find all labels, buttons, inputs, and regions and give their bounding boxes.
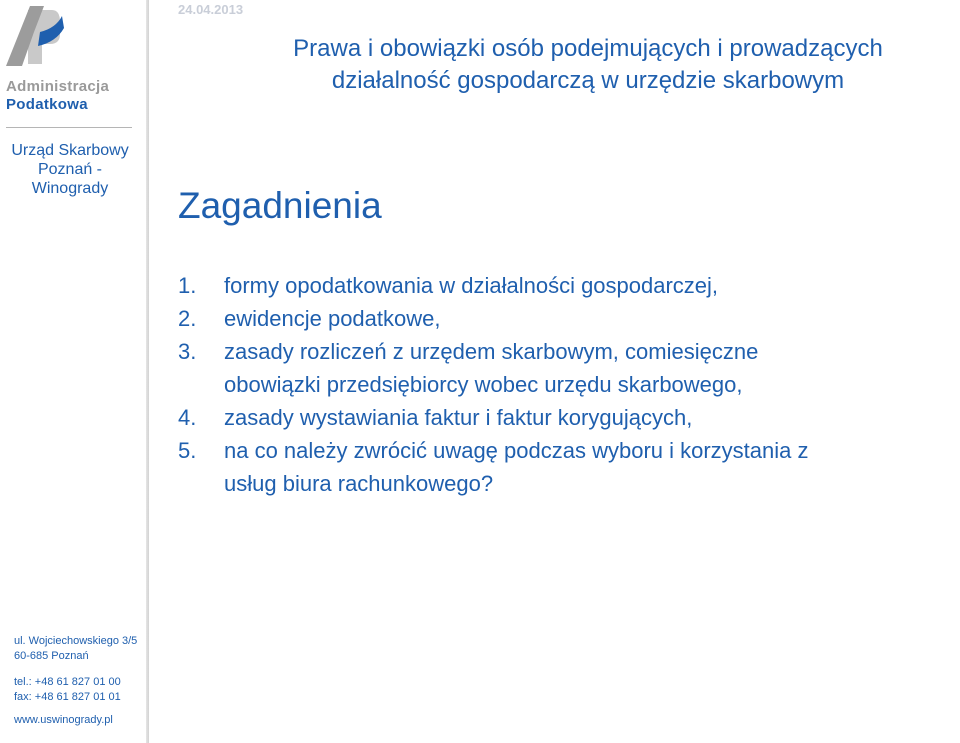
contact-street: ul. Wojciechowskiego 3/5 <box>14 635 138 647</box>
slide-title <box>218 33 958 97</box>
list-item-text: formy opodatkowania w działalności gospodarczej, <box>224 273 719 298</box>
office-name <box>0 141 140 198</box>
list-item-text: ewidencje podatkowe, <box>224 306 441 331</box>
contact-city: 60-685 Poznań <box>14 650 89 662</box>
contact-fax: fax: +48 61 827 01 01 <box>14 691 121 703</box>
contact-tel: tel.: +48 61 827 01 00 <box>14 676 121 688</box>
list-item-text: usług biura rachunkowego? <box>224 471 494 496</box>
logo-divider <box>6 127 132 128</box>
logo-text-administracja: Administracja <box>6 78 110 95</box>
office-line: Winogrady <box>31 180 109 197</box>
list-item <box>178 434 960 500</box>
list-item-number: 3. <box>178 339 197 364</box>
list-item <box>178 269 960 302</box>
title-line: działalność gospodarczą w urzędzie skarbowym <box>331 67 845 94</box>
list-item-number: 2. <box>178 306 197 331</box>
ap-logo-icon <box>4 2 134 72</box>
office-line: Poznań - <box>37 161 103 178</box>
title-line: Prawa i obowiązki osób podejmujących i prowadzących <box>293 35 883 62</box>
list-item-number: 1. <box>178 273 197 298</box>
contact-web-link[interactable]: www.uswinogrady.pl <box>14 714 113 726</box>
slide-date: 24.04.2013 <box>178 2 244 17</box>
topics-list <box>178 269 960 500</box>
logo-text-podatkowa: Podatkowa <box>6 96 88 113</box>
list-item-text: zasady rozliczeń z urzędem skarbowym, comiesięczne <box>224 339 759 364</box>
list-item-text: na co należy zwrócić uwagę podczas wyboru i korzystania z <box>224 438 809 463</box>
list-item-number: 4. <box>178 405 197 430</box>
section-heading: Zagadnienia <box>178 185 382 226</box>
list-item <box>178 401 960 434</box>
list-item <box>178 335 960 401</box>
sidebar <box>0 0 146 743</box>
list-item-number: 5. <box>178 438 197 463</box>
office-line: Urząd Skarbowy <box>11 142 129 159</box>
list-item <box>178 302 960 335</box>
list-item-text: zasady wystawiania faktur i faktur korygujących, <box>224 405 693 430</box>
list-item-text: obowiązki przedsiębiorcy wobec urzędu skarbowego, <box>224 372 743 397</box>
sidebar-divider <box>146 0 149 743</box>
